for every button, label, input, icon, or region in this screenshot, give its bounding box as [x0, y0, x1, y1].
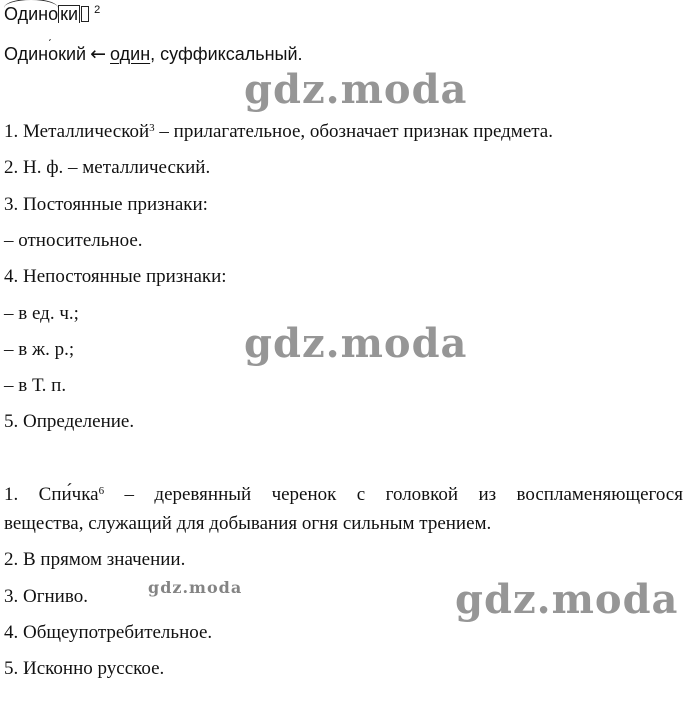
- watermark-1: gdz.moda: [244, 66, 468, 113]
- s1-item-8: – в Т. п.: [4, 375, 67, 396]
- ending-box: [81, 6, 89, 22]
- derivation-arrow: ←: [90, 43, 107, 65]
- s2-item-1-word: 1. Спи́чка: [4, 484, 99, 505]
- root-arc: [4, 2, 58, 26]
- analysis-prefix: Один: [4, 44, 49, 64]
- s2-item-4: 4. Общеупотребительное.: [4, 622, 213, 643]
- superscript-note: 2: [94, 4, 101, 16]
- formation-method: , суффиксальный.: [150, 44, 303, 64]
- s1-item-6: – в ед. ч.;: [4, 303, 79, 324]
- s2-item-1-rest: – деревянный черенок с головкой из воспламеняющегося: [124, 484, 683, 505]
- s2-item-1-cont: вещества, служащий для добывания огня сильным трением.: [4, 513, 492, 534]
- watermark-3: gdz.moda: [148, 578, 243, 597]
- stressed-o: [48, 42, 58, 66]
- s2-item-2: 2. В прямом значении.: [4, 549, 186, 570]
- s2-item-1-sup: 6: [98, 485, 105, 497]
- s2-item-1: [4, 483, 683, 507]
- watermark-2: gdz.moda: [244, 320, 468, 367]
- word-formation-line: [4, 42, 303, 66]
- watermark-4: gdz.moda: [455, 576, 679, 623]
- stressed-o-letter: о: [48, 44, 59, 64]
- s1-item-1-word: 1. Металлической: [4, 121, 150, 142]
- s1-item-4: – относительное.: [4, 230, 143, 251]
- s1-item-7: – в ж. р.;: [4, 339, 75, 360]
- s1-item-3: 3. Постоянные признаки:: [4, 194, 208, 215]
- s1-item-5: 4. Непостоянные признаки:: [4, 266, 227, 287]
- s1-item-2: 2. Н. ф. – металлический.: [4, 157, 211, 178]
- s1-item-1-sup: 3: [149, 122, 155, 134]
- s2-item-5: 5. Исконно русское.: [4, 658, 165, 679]
- word-root-text: Одино: [4, 4, 59, 24]
- analysis-rest: кий: [58, 44, 87, 64]
- s1-item-9: 5. Определение.: [4, 411, 135, 432]
- s2-item-3: 3. Огниво.: [4, 586, 88, 607]
- s1-item-1-rest: – прилагательное, обозначает признак предмета.: [154, 121, 553, 142]
- derivation-base: один: [110, 44, 151, 64]
- suffix-box: ки: [60, 4, 79, 24]
- parsed-word: [4, 2, 100, 26]
- s1-item-1: [4, 120, 553, 144]
